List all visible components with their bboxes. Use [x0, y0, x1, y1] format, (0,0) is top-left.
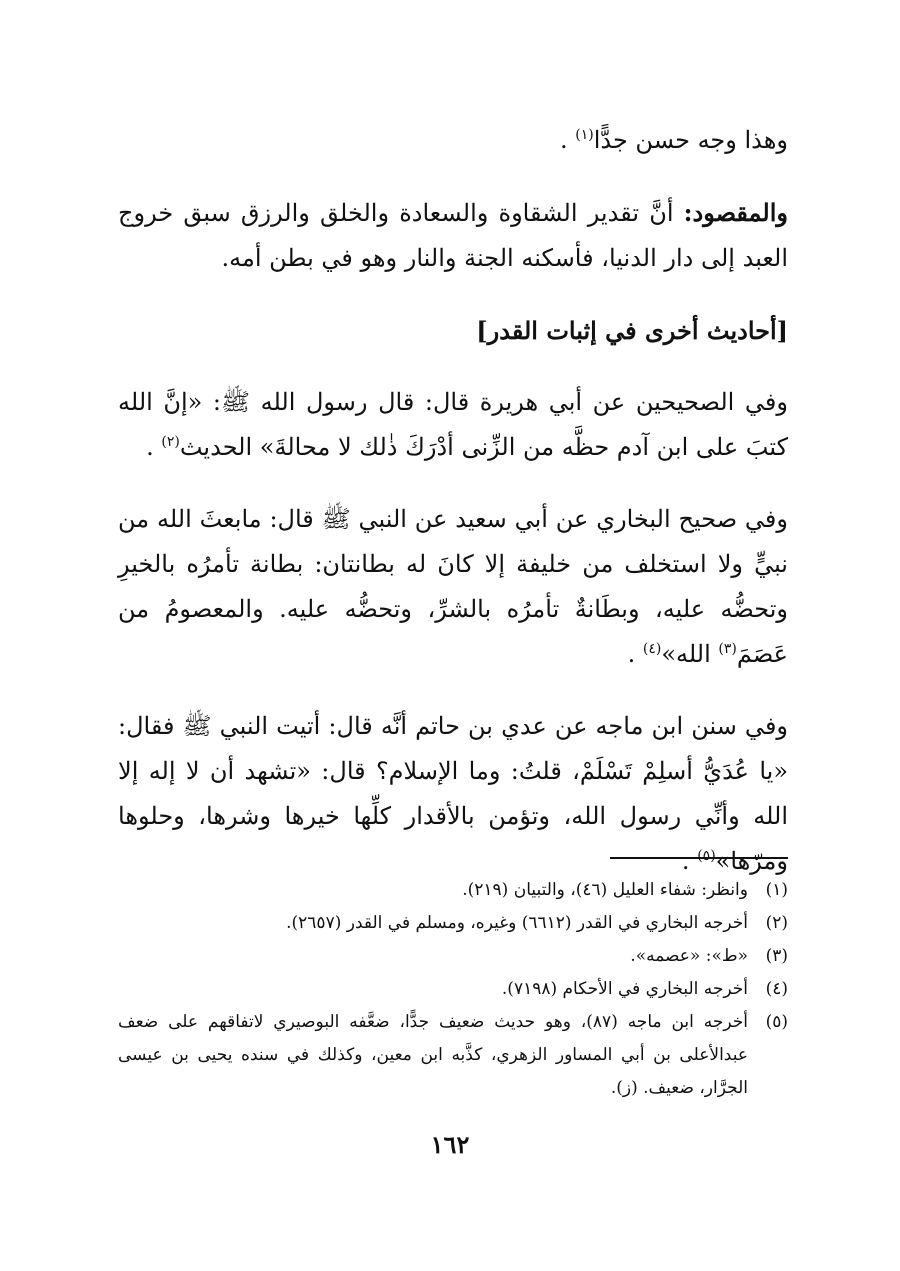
- paragraph-2: [118, 190, 788, 281]
- footnote-item: [118, 907, 788, 940]
- page-number: ١٦٢: [430, 1130, 470, 1159]
- footnote-text: وانظر: شفاء العليل (٤٦)، والتبيان (٢١٩).: [462, 880, 748, 900]
- paragraph-2-text: أنَّ تقدير الشقاوة والسعادة والخلق والرزق سبق خروج العبد إلى دار الدنيا، فأسكنه الجنة والنار وهو في بطن أمه.: [118, 199, 788, 272]
- footnote-text: أخرجه البخاري في الأحكام (٧١٩٨).: [501, 979, 748, 999]
- footnote-text: «ط»: «عصمه».: [630, 946, 748, 966]
- paragraph-3-end: .: [146, 433, 154, 461]
- paragraph-5-end: .: [681, 847, 690, 875]
- footnote-number: (١): [765, 880, 788, 900]
- footnote-text: أخرجه ابن ماجه (٨٧)، وهو حديث ضعيف جدًّا، ضعَّفه البوصيري لاتفاقهم على ضعف عبدالأعلى بن أبي المساور الزهري، كذَّبه ابن معين، وكذلك في سنده يحيى بن عيسى الجرَّار، ضعيف. (ز).: [118, 1012, 748, 1098]
- footnote-text: أخرجه البخاري في القدر (٦٦١٢) وغيره، ومسلم في القدر (٢٦٥٧).: [286, 913, 748, 933]
- paragraph-4: [118, 497, 788, 677]
- main-text: [118, 118, 788, 911]
- paragraph-4-end: .: [627, 640, 636, 668]
- footnote-item: [118, 874, 788, 907]
- footnote-divider: [610, 857, 788, 859]
- footnote-ref-5[interactable]: (٥): [697, 848, 716, 864]
- paragraph-4-text-b: الله»: [661, 640, 719, 668]
- footnote-ref-2[interactable]: (٢): [161, 434, 180, 450]
- footnote-number: (٣): [765, 946, 788, 966]
- paragraph-1-text: وهذا وجه حسن جدًّا: [593, 126, 788, 154]
- footnote-item: [118, 1006, 788, 1105]
- footnote-item: [118, 973, 788, 1006]
- paragraph-3: [118, 380, 788, 470]
- footnotes-list: [118, 874, 788, 1105]
- paragraph-2-lead: والمقصود:: [683, 198, 788, 227]
- footnote-number: (٤): [765, 979, 788, 999]
- paragraph-3-text: وفي الصحيحين عن أبي هريرة قال: قال رسول الله ﷺ: «إنَّ الله كتبَ على ابن آدم حظَّه من الزِّنى أدْرَكَ ذٰلك لا محالةَ» الحديث: [118, 388, 788, 461]
- paragraph-1: [118, 118, 788, 163]
- footnote-ref-4[interactable]: (٤): [642, 641, 662, 657]
- paragraph-4-text-a: وفي صحيح البخاري عن أبي سعيد عن النبي ﷺ قال: مابعثَ الله من نبيٍّ ولا استخلف من خليفة إلا كانَ له بطانتان: بطانة تأمرُه بالخيرِ وتحضُّه عليه، وبطَانةٌ تأمرُه بالشرِّ، وتحضُّه عليه. والمعصومُ من عَصَمَ: [118, 505, 788, 668]
- footnote-item: [118, 940, 788, 973]
- paragraph-1-end: .: [559, 126, 568, 154]
- footnote-ref-3[interactable]: (٣): [718, 641, 737, 657]
- footnote-number: (٥): [765, 1012, 788, 1032]
- paragraph-5-text: وفي سنن ابن ماجه عن عدي بن حاتم أنَّه قال: أتيت النبي ﷺ فقال: «يا عُدَيُّ أسلِمْ تَسْلَمْ، قلتُ: وما الإسلام؟ قال: «تشهد أن لا إله إلا الله وأنِّي رسول الله، وتؤمن بالأقدار كلِّها خيرها وشرها، وحلوها ومرّها»: [118, 712, 788, 875]
- footnote-number: (٢): [765, 913, 788, 933]
- footnote-ref-1[interactable]: (١): [575, 127, 594, 143]
- section-heading: [أحاديث أخرى في إثبات القدر]: [476, 316, 788, 345]
